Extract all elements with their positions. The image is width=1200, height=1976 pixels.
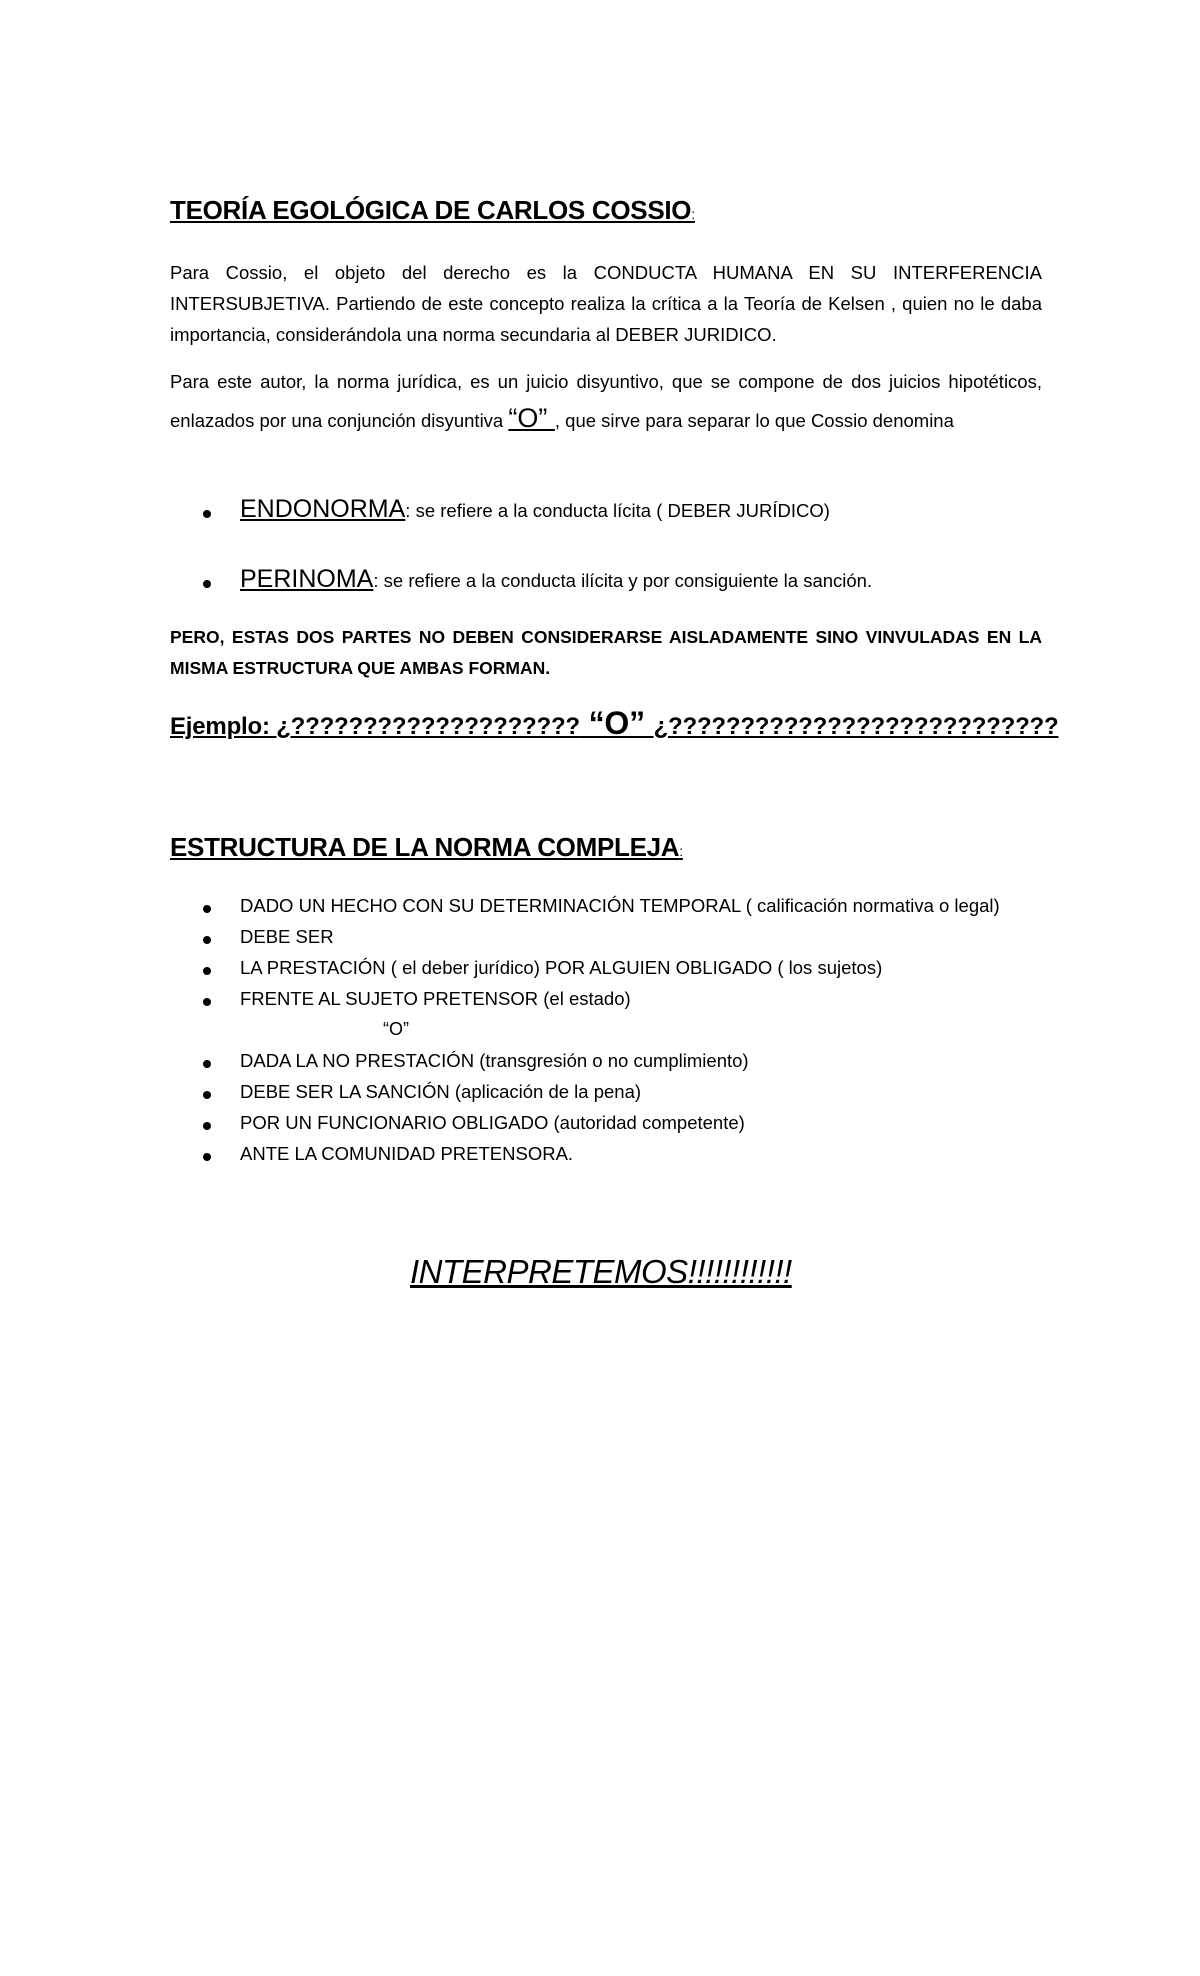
list-item	[170, 926, 1042, 956]
bullet-icon	[203, 510, 211, 518]
example-disjunction-o: “O”	[579, 705, 654, 741]
paragraph-text-before: Para este autor, la norma jurídica, es un juicio disyuntivo, que se compone de dos juicios hipotéticos, enlazados por una conjunción disyuntiva	[170, 371, 1042, 431]
bold-paragraph-partes: PERO, ESTAS DOS PARTES NO DEBEN CONSIDERARSE AISLADAMENTE SINO VINVULADAS EN LA MISMA ESTRUCTURA QUE AMBAS FORMAN.	[170, 627, 1042, 678]
bullet-icon	[203, 580, 211, 588]
bullet-icon	[203, 1091, 211, 1099]
example-label: Ejemplo: ¿????????????????????	[170, 713, 580, 740]
list-item-text	[240, 495, 830, 524]
bullet-icon	[203, 998, 211, 1006]
closing-interpretemos: INTERPRETEMOS!!!!!!!!!!!!	[410, 1253, 792, 1290]
heading-teoria-egologica	[170, 195, 695, 226]
list-item	[170, 1112, 1042, 1142]
bullet-icon	[203, 1153, 211, 1161]
disjunction-o-separator: “O”	[383, 1019, 409, 1039]
bullet-icon	[203, 1060, 211, 1068]
paragraph-cossio-objeto: Para Cossio, el objeto del derecho es la CONDUCTA HUMANA EN SU INTERFERENCIA INTERSUBJETIVA. Partiendo de este concepto realiza la crítica a la Teoría de Kelsen , quien no le daba importancia, considerándola una norma secundaria al DEBER JURIDICO.	[170, 262, 1042, 345]
term-endonorma: ENDONORMA	[240, 495, 406, 523]
paragraph-text-after: , que sirve para separar lo que Cossio denomina	[554, 410, 954, 431]
bullet-icon	[203, 936, 211, 944]
list-item-text: DEBE SER LA SANCIÓN (aplicación de la pena)	[240, 1081, 642, 1102]
heading-colon: :	[691, 206, 695, 222]
paragraph-norma-juridica	[170, 363, 1042, 439]
list-item-text: FRENTE AL SUJETO PRETENSOR (el estado)	[240, 988, 631, 1009]
disjunction-o: “O”	[508, 403, 555, 433]
bullet-icon	[203, 1122, 211, 1130]
list-item-text: DADA LA NO PRESTACIÓN (transgresión o no cumplimiento)	[240, 1050, 749, 1071]
term-definition: : se refiere a la conducta lícita ( DEBER JURÍDICO)	[405, 500, 830, 521]
list-item	[170, 957, 1042, 987]
heading-estructura-norma	[170, 832, 683, 863]
list-item-text: ANTE LA COMUNIDAD PRETENSORA.	[240, 1143, 574, 1164]
term-definition: : se refiere a la conducta ilícita y por consiguiente la sanción.	[373, 570, 873, 591]
list-item	[170, 1081, 1042, 1111]
term-perinoma: PERINOMA	[240, 565, 374, 593]
example-rest: ¿???????????????????????????	[653, 713, 1059, 740]
heading-colon: :	[679, 843, 683, 859]
list-item-text	[240, 565, 872, 594]
list-item	[170, 1143, 1042, 1173]
list-item-text: LA PRESTACIÓN ( el deber jurídico) POR ALGUIEN OBLIGADO ( los sujetos)	[240, 957, 883, 978]
example-line	[170, 705, 1058, 742]
heading-title: ESTRUCTURA DE LA NORMA COMPLEJA	[170, 832, 680, 862]
list-item-text: POR UN FUNCIONARIO OBLIGADO (autoridad competente)	[240, 1112, 745, 1133]
list-item	[170, 988, 1042, 1018]
heading-title: TEORÍA EGOLÓGICA DE CARLOS COSSIO	[170, 195, 692, 225]
list-item-perinoma	[170, 565, 1042, 601]
list-item	[170, 895, 1042, 925]
list-item	[170, 1050, 1042, 1080]
bullet-icon	[203, 967, 211, 975]
list-item-endonorma	[170, 495, 1042, 531]
list-item-text: DEBE SER	[240, 926, 334, 947]
list-item-text: DADO UN HECHO CON SU DETERMINACIÓN TEMPORAL ( calificación normativa o legal)	[240, 895, 1000, 916]
bullet-icon	[203, 905, 211, 913]
